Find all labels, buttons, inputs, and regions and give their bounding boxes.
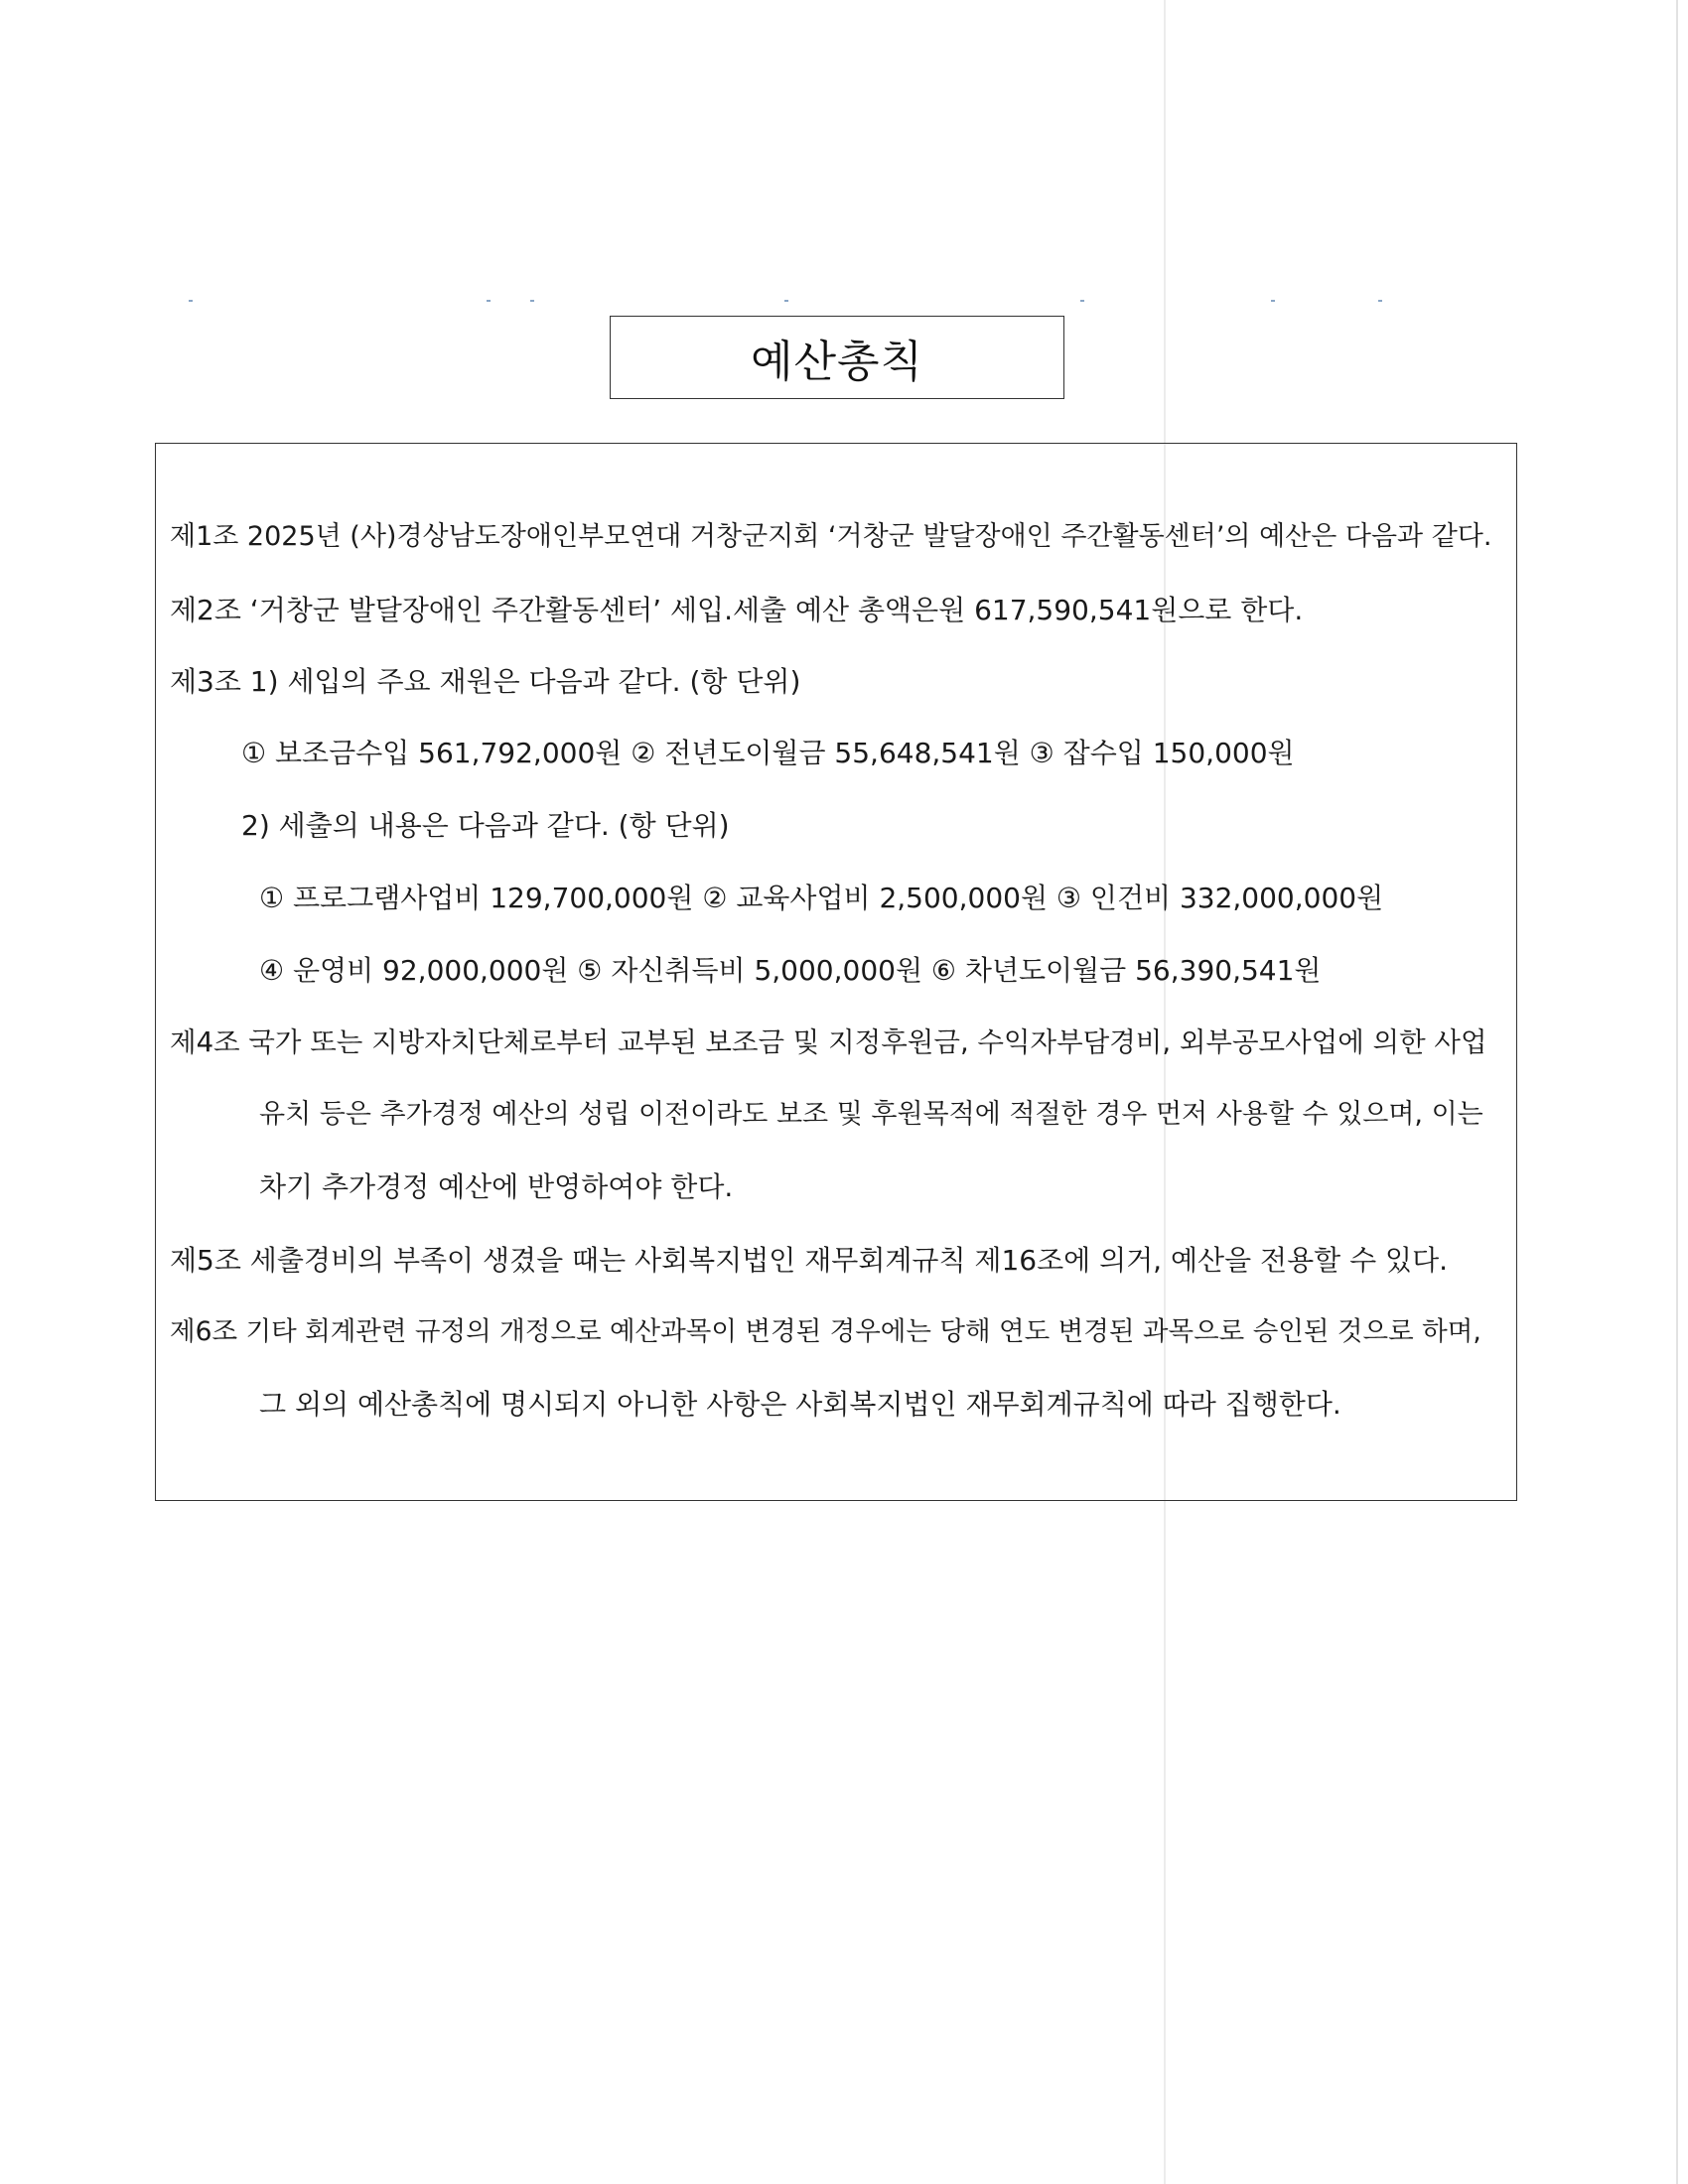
scan-speck bbox=[1378, 300, 1382, 302]
article-4-line-1: 제4조 국가 또는 지방자치단체로부터 교부된 보조금 및 지정후원금, 수익자부담경비, 외부공모사업에 의한 사업 bbox=[170, 1026, 1487, 1058]
scan-speck bbox=[784, 300, 788, 302]
article-3-income-list: ① 보조금수입 561,792,000원 ② 전년도이월금 55,648,541원 ③ 잡수입 150,000원 bbox=[241, 737, 1295, 769]
scan-speck bbox=[189, 300, 193, 302]
page-title: 예산총칙 bbox=[750, 337, 923, 387]
article-4-line-3: 차기 추가경정 예산에 반영하여야 한다. bbox=[259, 1170, 734, 1203]
article-3-expense-heading: 2) 세출의 내용은 다음과 같다. (항 단위) bbox=[241, 809, 730, 842]
scan-artifact-edge bbox=[1676, 0, 1678, 2184]
article-2: 제2조 ‘거창군 발달장애인 주간활동센터’ 세입.세출 예산 총액은원 617,590,541원으로 한다. bbox=[170, 594, 1304, 626]
article-6-line-2: 그 외의 예산총칙에 명시되지 아니한 사항은 사회복지법인 재무회계규칙에 따라 집행한다. bbox=[259, 1388, 1341, 1421]
article-5: 제5조 세출경비의 부족이 생겼을 때는 사회복지법인 재무회계규칙 제16조에 의거, 예산을 전용할 수 있다. bbox=[170, 1244, 1449, 1277]
article-1: 제1조 2025년 (사)경상남도장애인부모연대 거창군지회 ‘거창군 발달장애인 주간활동센터’의 예산은 다음과 같다. bbox=[170, 521, 1492, 552]
article-4-line-2: 유치 등은 추가경정 예산의 성립 이전이라도 보조 및 후원목적에 적절한 경우 먼저 사용할 수 있으며, 이는 bbox=[259, 1099, 1483, 1130]
scan-speck bbox=[1080, 300, 1084, 302]
article-3-expense-list-2: ④ 운영비 92,000,000원 ⑤ 자신취득비 5,000,000원 ⑥ 차년도이월금 56,390,541원 bbox=[259, 954, 1322, 987]
article-3-heading: 제3조 1) 세입의 주요 재원은 다음과 같다. (항 단위) bbox=[170, 665, 801, 698]
article-3-expense-list-1: ① 프로그램사업비 129,700,000원 ② 교육사업비 2,500,000원 ③ 인건비 332,000,000원 bbox=[259, 882, 1384, 914]
title-box bbox=[610, 316, 1064, 399]
scan-speck bbox=[1271, 300, 1275, 302]
budget-rules-box bbox=[155, 443, 1517, 1501]
article-6-line-1: 제6조 기타 회계관련 규정의 개정으로 예산과목이 변경된 경우에는 당해 연도 변경된 과목으로 승인된 것으로 하며, bbox=[170, 1316, 1481, 1347]
scan-speck bbox=[487, 300, 491, 302]
scan-speck bbox=[530, 300, 534, 302]
